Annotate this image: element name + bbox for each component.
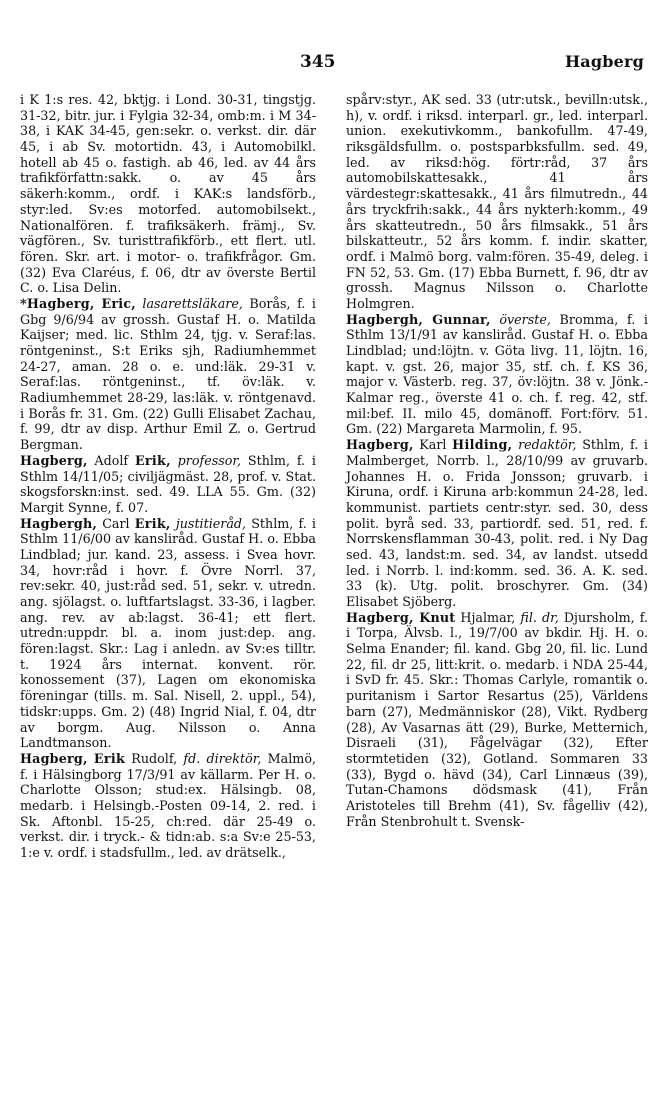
- entry-title: lasarettsläkare,: [142, 295, 243, 311]
- entry-name: Hagberg,: [20, 452, 88, 468]
- biography-entry: [346, 92, 648, 312]
- entry-name: Hagberg, Knut: [346, 609, 456, 625]
- biography-entry: [346, 312, 648, 438]
- entry-given-name: Hilding,: [452, 437, 513, 453]
- entry-title: överste,: [499, 311, 551, 327]
- page-header: [0, 52, 672, 78]
- entry-text: Djursholm, f. i Torpa, Älvsb. l., 19/7/00 av bkdir. Hj. H. o. Selma Enander; fil. kand. Gbg 20, fil. lic. Lund 22, fil. dr 25, litt:krit. o. medarb. i NDA 25-44, i SvD fr. 45. Skr.: Thomas Carlyle, romantik o. puritanism i Sartor Resartus (25), Världens barn (27), Medmänniskor (28), Vikt. Rydberg (28), Av Vasarnas ätt (29), Burke, Metternich, Disraeli (31), Fågelvägar (32), Efter stormtetiden (32), Gotland. Sommaren 33 (33), Bygd o. hävd (34), Carl Linnæus (39), Tutan-Chamons dödsmask (41), Från Aristoteles till Brehm (41), Sv. fågelliv (42), Från Stenbrohult t. Svensk-: [346, 609, 648, 829]
- biography-entry: [20, 92, 316, 296]
- entry-title: professor,: [177, 452, 242, 468]
- entry-forename: Karl: [413, 437, 453, 453]
- biography-entry: [20, 751, 316, 861]
- entry-forename: Adolf: [87, 452, 135, 468]
- entry-given-name: Erik,: [134, 515, 171, 531]
- biography-entry: [20, 516, 316, 751]
- left-column: [20, 92, 316, 861]
- entry-name: Hagbergh,: [20, 515, 98, 531]
- biography-entry: [20, 296, 316, 453]
- entry-given-name: Erik: [93, 750, 126, 766]
- entry-name-rest: Hjalmar,: [455, 609, 521, 625]
- entry-name: Hagbergh, Gunnar,: [346, 311, 491, 327]
- biography-entry: [20, 453, 316, 516]
- entry-name-rest: Rudolf,: [125, 750, 184, 766]
- entry-text: Sthlm, f. i Sthlm 11/6/00 av kanslіråd. Gustaf H. o. Ebba Lindblad; jur. kand. 23, assess. i Svea hovr. 34, hovr:råd i hovr. f. Övre Norrl. 37, rev:sekr. 40, just:råd sed. 51, sekr. v. utredn. ang. sjölagst. o. luftfartslagst. 33-36, i lagber. ang. rev. av ab:lagst. 36-41; ett flert. utredn:uppdr. bl. a. inom just:dep. ang. fören:lagst. Skr.: Lag i anledn. av Sv:es tilltr. t. 1924 års internat. konvent. rör. konossement (37), Lagen om ekonomiska föreningar (tills. m. Sal. Nisell, 2. uppl., 54), tidskr:upps. Gm. 2) (48) Ingrid Nial, f. 04, dtr av borgm. Aug. Nilsson o. Anna Landtmanson.: [20, 515, 316, 751]
- running-head: Hagberg: [564, 52, 644, 71]
- entry-name-rest: [171, 453, 178, 468]
- biography-entry: [346, 610, 648, 830]
- entry-name: Hagberg,: [346, 437, 414, 453]
- entry-title: fd. direktör,: [183, 750, 262, 766]
- entry-text: i K 1:s res. 42, bktjg. i Lond. 30-31, tingstjg. 31-32, bitr. jur. i Fylgia 32-34, omb:m. i M 34-38, i KAK 34-45, gen:sekr. o. verkst. dir. där 45, i ab Sv. motortidn. 43, i Automobilkl. hotell ab 45 o. fastigh. ab 46, led. av 44 års trafikförfattn:sakk. o. av 45 års säkerh:komm., ordf. i KAK:s landsförb., styr:led. Sv:es motorfed. automobilsekt., Nationalfören. f. trafiksäkerh. främj., Sv. vägfören., Sv. turisttrafikförb., ett flert. utl. fören. Skr. art. i motor- o. trafikfrågor. Gm. (32) Eva Claréus, f. 06, dtr av överste Bertil C. o. Lisa Delin.: [20, 92, 316, 296]
- right-column: [346, 92, 648, 829]
- entry-name: Hagberg,: [20, 750, 88, 766]
- entry-forename: Carl: [97, 515, 135, 531]
- entry-text: Bromma, f. i Sthlm 13/1/91 av kanslіråd. Gustaf H. o. Ebba Lindblad; und:löjtn. v. Göta livg. 11, löjtn. 16, kapt. v. gst. 26, major 35, stf. ch. f. KS 36, major v. Västerb. reg. 37, öv:löjtn. 38 v. Jönk.-Kalmar reg., överste 41 o. ch. f. reg. 42, stf. mil:bef. II. milo 45, domänoff. Fort:förv. 51. Gm. (22) Margareta Marmolin, f. 95.: [346, 311, 648, 437]
- page-number: 345: [300, 52, 336, 72]
- entry-text: spårv:styr., AK sed. 33 (utr:utsk., bevilln:utsk., h), v. ordf. i riksd. interparl. gr., led. interparl. union. exekutivkomm., bankofullm. 47-49, riksgäldsfullm. o. postsparbksfullm. sed. 49, led. av riksd:hög. förtr:råd, 37 års automobilskattesakk., 41 års värdestegr:skattesakk., 41 års filmutredn., 44 års tryckfrih:sakk., 44 års nykterh:komm., 49 års skatteutredn., 50 års filmsakk., 51 års bilskatteutr., 52 års komm. f. indir. skatter, ordf. i Malmö borg. valm:fören. 35-49, deleg. i FN 52, 53. Gm. (17) Ebba Burnett, f. 96, dtr av grossh. Magnus Nilsson o. Charlotte Holmgren.: [346, 92, 648, 311]
- biography-entry: [346, 437, 648, 610]
- entry-text: Sthlm, f. i Malmberget, Norrb. l., 28/10/99 av gruvarb. Johannes H. o. Frida Jonsson; gruvarb. i Kiruna, ordf. i Kiruna arb:kommun 24-28, led. kommunist. partiets centr:styr. sed. 30, dess polit. byrå sed. 33, partiordf. sed. 51, red. f. Norrskensflamman 30-43, polit. red. i Ny Dag sed. 43, landst:m. sed. 34, av landst. utsedd led. i Norrb. l. ind:komm. sed. 36. A. K. sed. 33 (k). Utg. polit. broschyrer. Gm. (34) Elisabet Sjöberg.: [346, 437, 648, 609]
- entry-text: Borås, f. i Gbg 9/6/94 av grossh. Gustaf H. o. Matilda Kaijser; med. lic. Sthlm 24, tjg. v. Seraf:las. röntgeninst., S:t Eriks sjh, Radiumhemmet 24-27, aman. 28 o. e. und:läk. 29-31 v. Seraf:las. röntgeninst., tf. öv:läk. v. Radiumhemmet 28-29, las:läk. v. röntgenavd. i Borås fr. 31. Gm. (22) Gulli Elisabet Zachau, f. 99, dtr av disp. Arthur Emil Z. o. Gertrud Bergman.: [20, 295, 316, 453]
- entry-given-name: Erik,: [134, 452, 171, 468]
- entry-text: Malmö, f. i Hälsingborg 17/3/91 av källarm. Per H. o. Charlotte Olsson; stud:ex. Hälsingb. 08, medarb. i Helsingb.-Posten 09-14, 2. red. i Sk. Aftonbl. 15-25, ch:red. där 25-49 o. verkst. dir. i tryck.- & tidn:ab. s:a Sv:e 25-53, 1:e v. ordf. i stadsfullm., led. av drätselk.,: [20, 750, 316, 860]
- entry-title: fil. dr,: [520, 609, 559, 625]
- entry-title: justitieråd,: [175, 515, 247, 531]
- entry-text: Sthlm, f. i Sthlm 14/11/05; civiljägmäst. 28, prof. v. Stat. skogsforskn:inst. sed. 49. LLA 55. Gm. (32) Margit Synne, f. 07.: [20, 452, 316, 515]
- entry-title: redaktör,: [518, 437, 577, 453]
- entry-name: *Hagberg, Eric,: [20, 295, 136, 311]
